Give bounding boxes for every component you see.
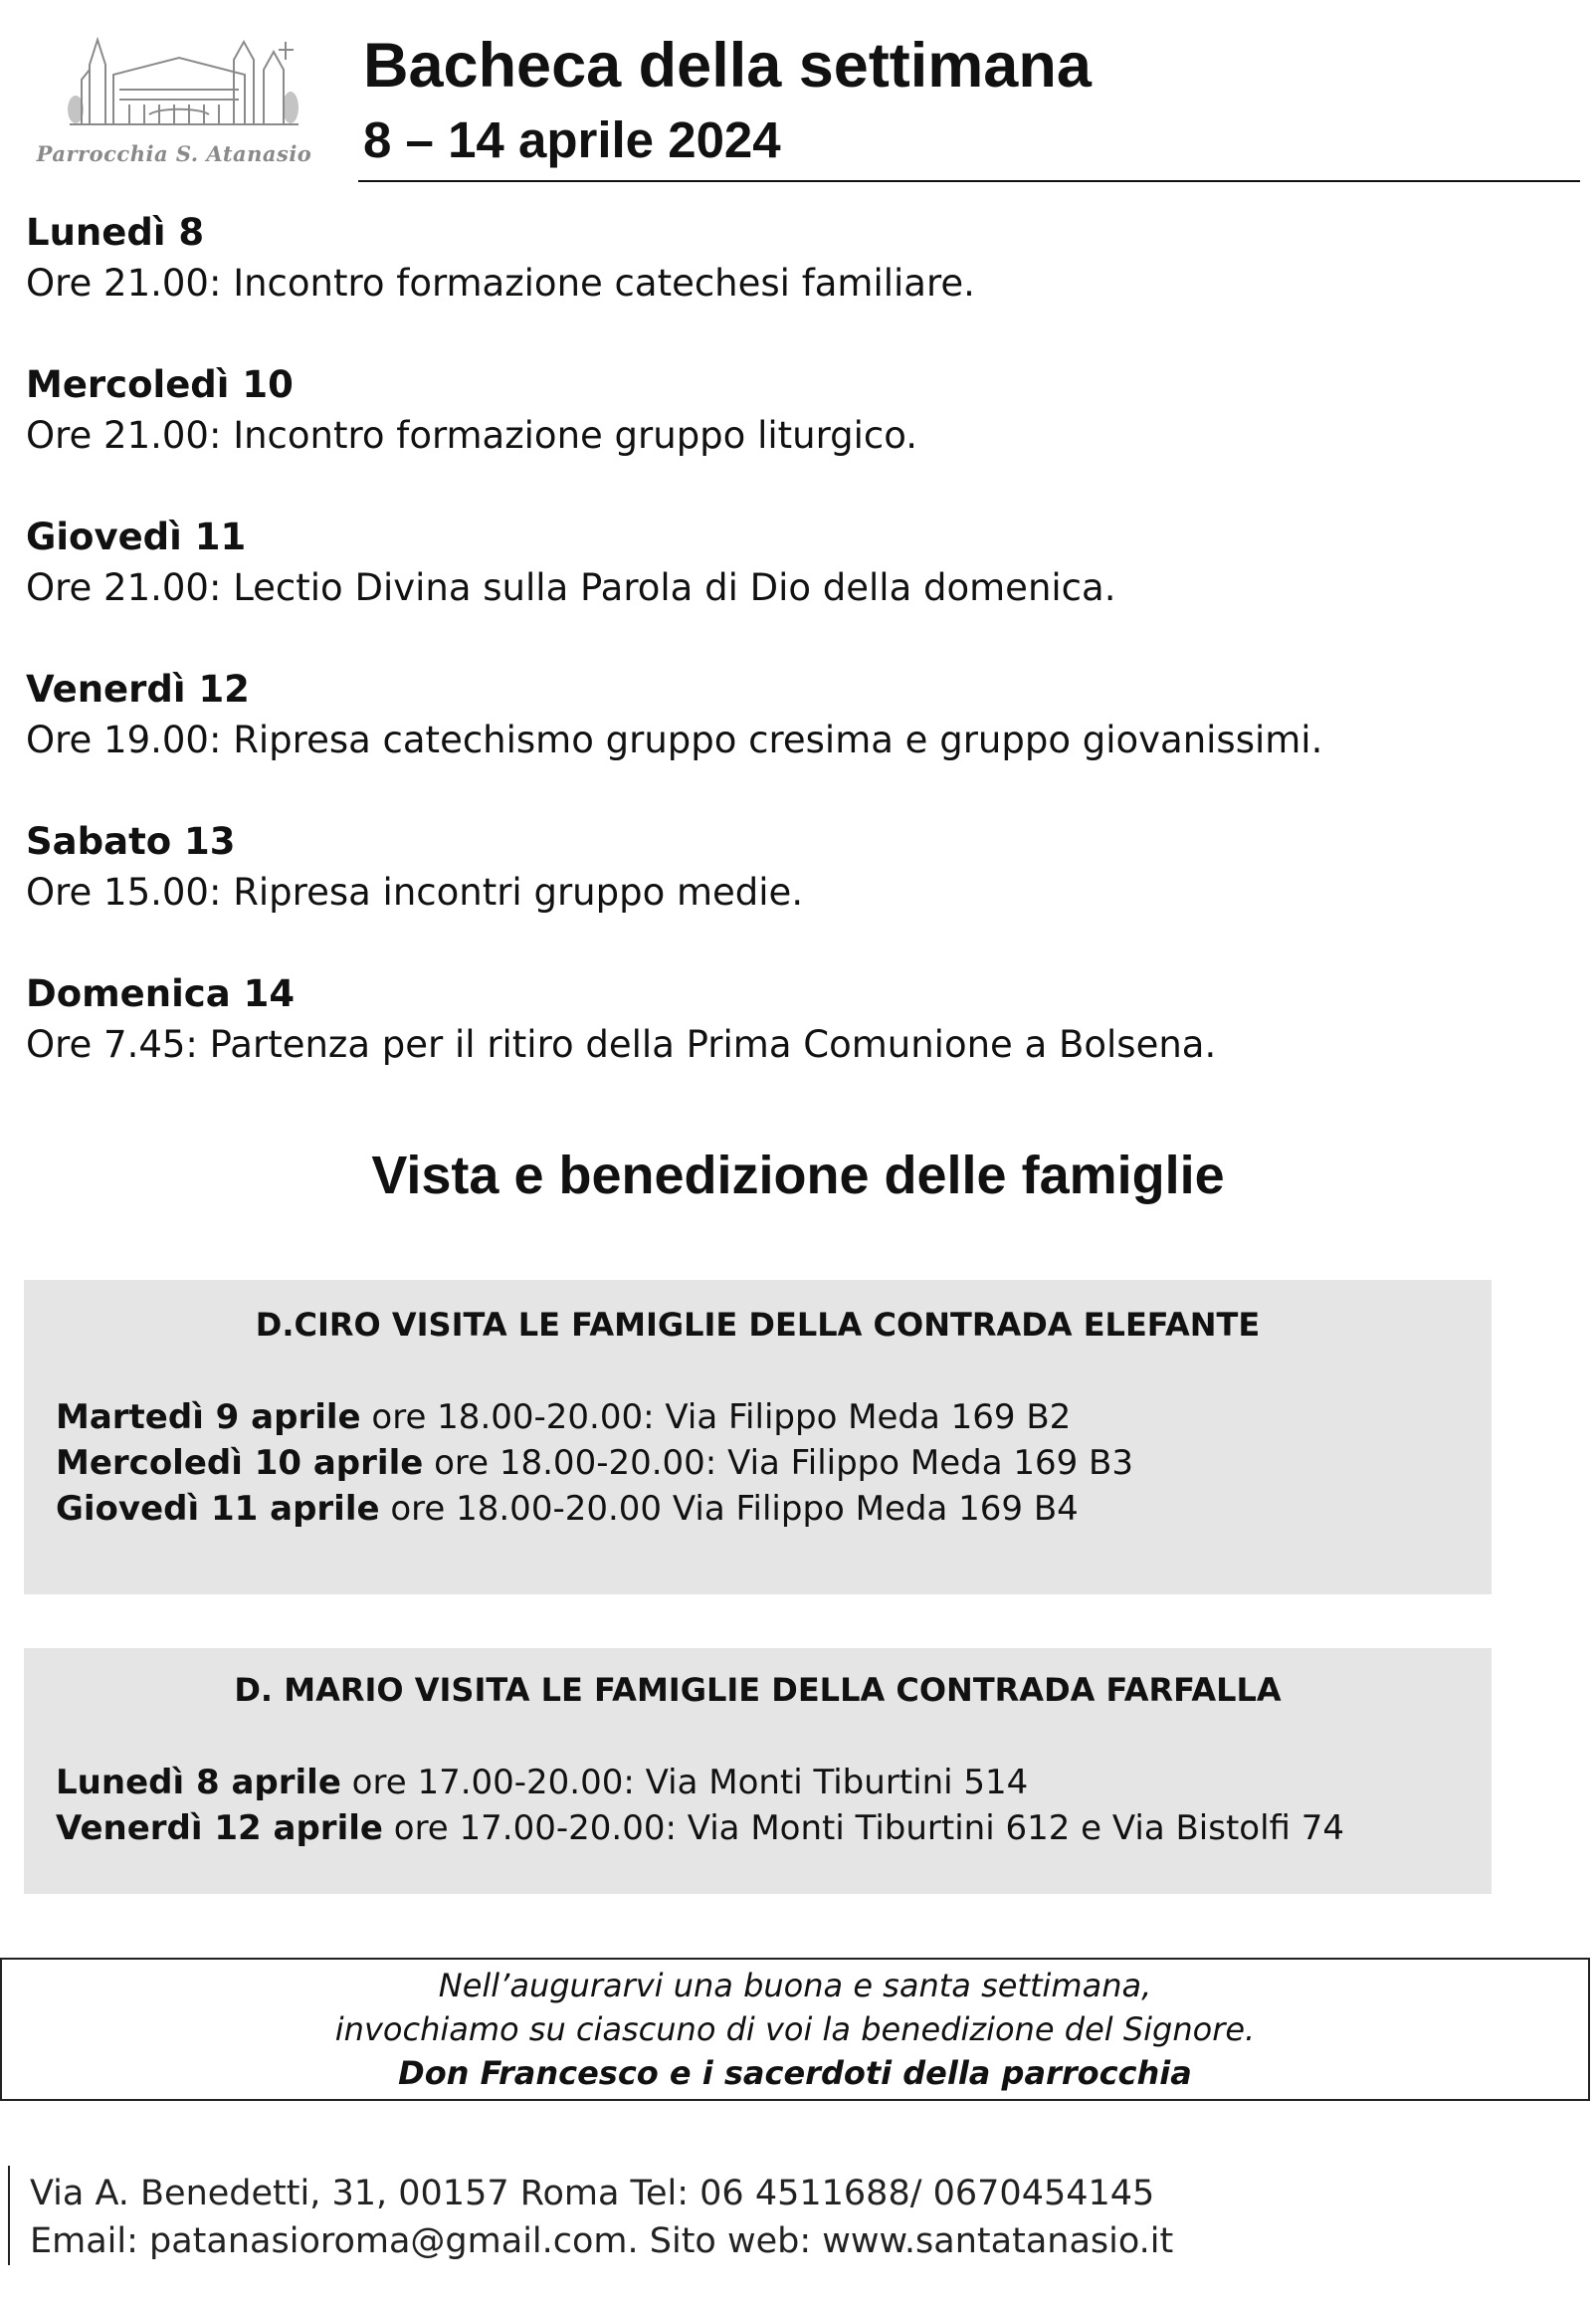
- day-event: Ore 7.45: Partenza per il ritiro della Prima Comunione a Bolsena.: [26, 1023, 1217, 1066]
- visit-details: ore 18.00-20.00: Via Filippo Meda 169 B2: [360, 1397, 1072, 1437]
- visit-date: Martedì 9 aprile: [56, 1397, 361, 1437]
- page-title: Bacheca della settimana: [363, 31, 1092, 101]
- schedule-item: [26, 665, 1558, 817]
- section-title: Vista e benedizione delle famiglie: [371, 1146, 1225, 1205]
- visit-line: [56, 1486, 1133, 1532]
- visit-line: [56, 1805, 1344, 1851]
- visit-box-title: D.CIRO VISITA LE FAMIGLIE DELLA CONTRADA ELEFANTE: [255, 1306, 1261, 1344]
- visit-date: Venerdì 12 aprile: [56, 1808, 383, 1848]
- day-event: Ore 19.00: Ripresa catechismo gruppo cresima e gruppo giovanissimi.: [26, 719, 1323, 761]
- visit-details: ore 17.00-20.00: Via Monti Tiburtini 514: [340, 1763, 1029, 1802]
- visit-details: ore 18.00-20.00 Via Filippo Meda 169 B4: [379, 1489, 1079, 1529]
- day-name: Domenica 14: [26, 972, 296, 1015]
- visit-lines: [56, 1760, 1344, 1851]
- footer-address: Via A. Benedetti, 31, 00157 Roma Tel: 06 4511688/ 0670454145: [30, 2174, 1155, 2213]
- church-sketch-icon: [30, 30, 318, 141]
- day-name: Venerdì 12: [26, 668, 250, 711]
- schedule-item: [26, 208, 1558, 360]
- header-divider: [358, 180, 1580, 182]
- day-event: Ore 21.00: Incontro formazione gruppo liturgico.: [26, 414, 918, 457]
- closing-line: Nell’augurarvi una buona e santa settimana,: [438, 1967, 1152, 2004]
- visit-lines: [56, 1394, 1133, 1532]
- schedule-item: [26, 513, 1558, 665]
- day-name: Mercoledì 10: [26, 363, 294, 406]
- visit-box-farfalla: [24, 1648, 1492, 1894]
- footer-divider: [8, 2166, 10, 2265]
- schedule-item: [26, 360, 1558, 513]
- visit-date: Lunedì 8 aprile: [56, 1763, 341, 1802]
- day-name: Sabato 13: [26, 820, 236, 863]
- closing-message-box: [0, 1958, 1590, 2101]
- closing-line: invochiamo su ciascuno di voi la benedizione del Signore.: [334, 2010, 1256, 2048]
- day-name: Lunedì 8: [26, 211, 205, 254]
- footer-contact: Email: patanasioroma@gmail.com. Sito web: www.santatanasio.it: [30, 2221, 1174, 2261]
- weekly-schedule: [26, 208, 1558, 1122]
- week-dates: 8 – 14 aprile 2024: [363, 111, 781, 168]
- visit-box-elefante: [24, 1280, 1492, 1594]
- day-event: Ore 21.00: Incontro formazione catechesi familiare.: [26, 262, 975, 305]
- visit-date: Mercoledì 10 aprile: [56, 1443, 424, 1483]
- schedule-item: [26, 969, 1558, 1122]
- footer-contacts: [30, 2170, 1173, 2265]
- day-event: Ore 21.00: Lectio Divina sulla Parola di Dio della domenica.: [26, 566, 1116, 609]
- visit-line: [56, 1760, 1344, 1805]
- closing-signature: Don Francesco e i sacerdoti della parrocchia: [398, 2054, 1192, 2092]
- day-event: Ore 15.00: Ripresa incontri gruppo medie.: [26, 871, 804, 914]
- logo-text: Parrocchia S. Atanasio: [36, 141, 312, 166]
- visit-line: [56, 1394, 1133, 1440]
- schedule-item: [26, 817, 1558, 969]
- day-name: Giovedì 11: [26, 516, 247, 558]
- visit-details: ore 17.00-20.00: Via Monti Tiburtini 612 e Via Bistolfi 74: [382, 1808, 1345, 1848]
- visit-box-title: D. MARIO VISITA LE FAMIGLIE DELLA CONTRADA FARFALLA: [234, 1671, 1282, 1709]
- visit-details: ore 18.00-20.00: Via Filippo Meda 169 B3: [423, 1443, 1133, 1483]
- parish-logo: [30, 30, 318, 179]
- visit-date: Giovedì 11 aprile: [56, 1489, 380, 1529]
- visit-line: [56, 1440, 1133, 1486]
